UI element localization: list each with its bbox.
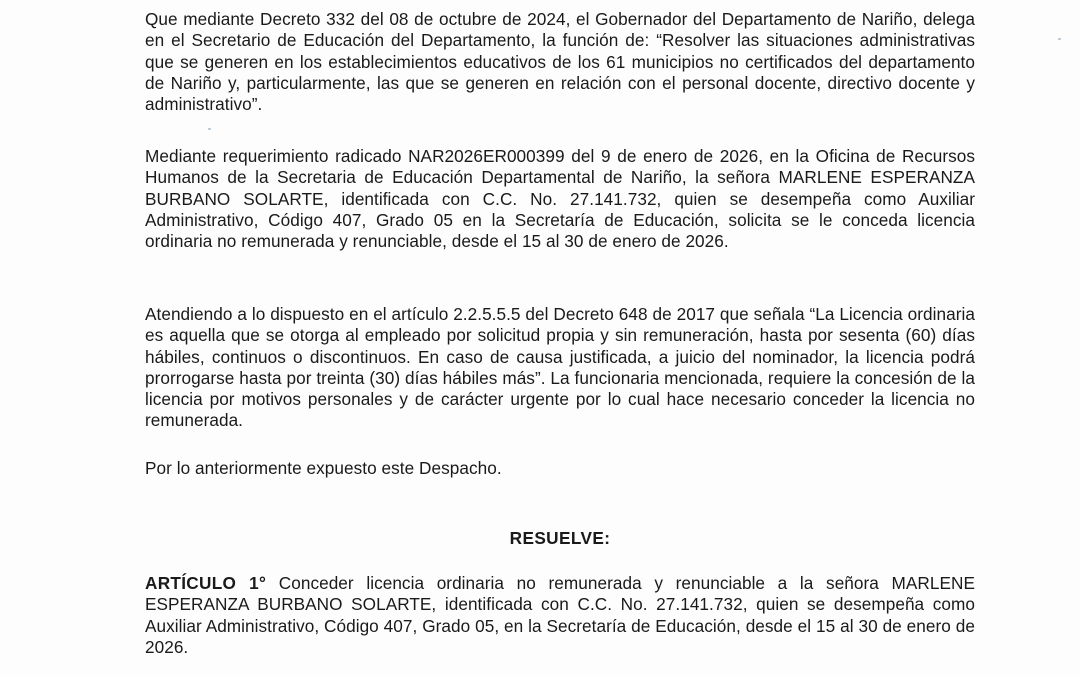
scan-speck: [1058, 38, 1061, 40]
article-1: [145, 573, 975, 658]
paragraph-legal-basis: Atendiendo a lo dispuesto en el artículo 2.2.5.5.5 del Decreto 648 de 2017 que señala “La Licencia ordinaria es aquella que se otorga al empleado por solicitud propia y sin remuneración, hasta por sesenta (60) días hábiles, continuos o discontinuos. En caso de causa justificada, a juicio del nominador, la licencia podrá prorrogarse hasta por treinta (30) días hábiles más”. La funcionaria mencionada, requiere la concesión de la licencia por motivos personales y de carácter urgente por lo cual hace necesario conceder la licencia no remunerada.: [145, 304, 975, 431]
resolution-heading-text: RESUELVE:: [509, 528, 611, 548]
paragraph-decree-delegation: Que mediante Decreto 332 del 08 de octubre de 2024, el Gobernador del Departamento de Nariño, delega en el Secretario de Educación del Departamento, la función de: “Resolver las situaciones administrativas que se generen en los establecimientos educativos de los 61 municipios no certificados del departamento de Nariño y, particularmente, las que se generen en relación con el personal docente, directivo docente y administrativo”.: [145, 9, 975, 115]
article-1-label: ARTÍCULO 1°: [145, 573, 267, 593]
paragraph-conclusion: Por lo anteriormente expuesto este Despacho.: [145, 458, 502, 478]
scan-speck: [208, 128, 211, 130]
resolution-heading: [0, 528, 1080, 549]
article-1-text: Conceder licencia ordinaria no remunerada y renunciable a la señora MARLENE ESPERANZA BURBANO SOLARTE, identificada con C.C. No. 27.141.732, quien se desempeña como Auxiliar Administrativo, Código 407, Grado 05, en la Secretaría de Educación, desde el 15 al 30 de enero de 2026.: [145, 573, 975, 657]
paragraph-license-request: Mediante requerimiento radicado NAR2026ER000399 del 9 de enero de 2026, en la Oficina de Recursos Humanos de la Secretaria de Educación Departamental de Nariño, la señora MARLENE ESPERANZA BURBANO SOLARTE, identificada con C.C. No. 27.141.732, quien se desempeña como Auxiliar Administrativo, Código 407, Grado 05 en la Secretaría de Educación, solicita se le conceda licencia ordinaria no remunerada y renunciable, desde el 15 al 30 de enero de 2026.: [145, 146, 975, 252]
